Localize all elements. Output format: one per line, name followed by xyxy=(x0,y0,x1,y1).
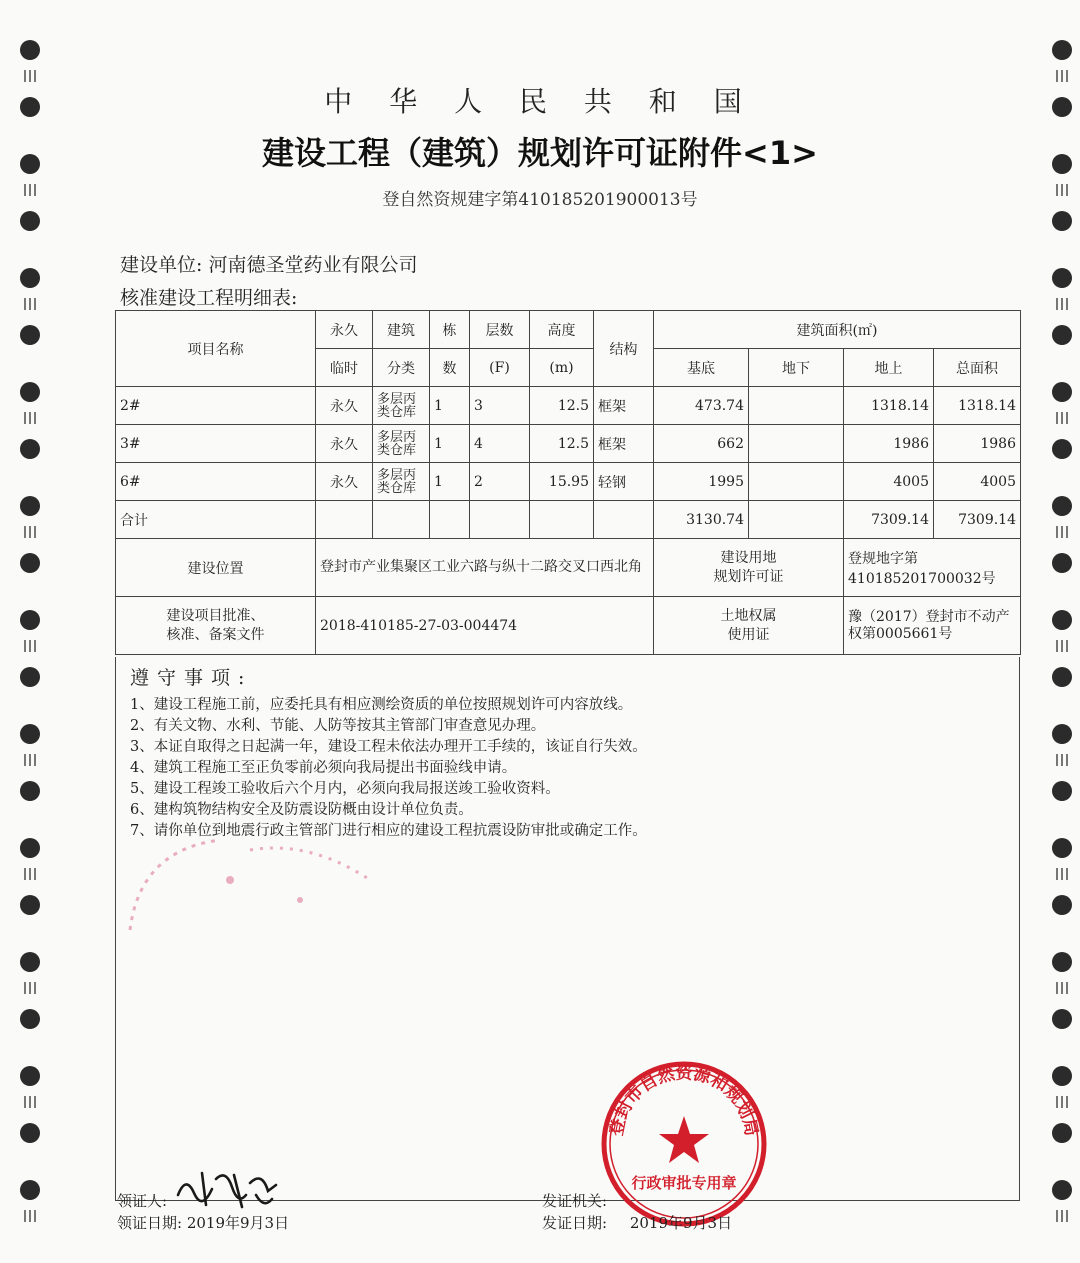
seal-subtext: 行政审批专用章 xyxy=(631,1174,737,1192)
right-perforation-strip xyxy=(1052,40,1076,1240)
row-category: 多层丙类仓库 xyxy=(373,425,430,463)
perforation-mark xyxy=(1056,982,1058,994)
approval-value: 2018-410185-27-03-004474 xyxy=(316,597,654,655)
row-underground xyxy=(749,387,844,425)
table-row xyxy=(116,387,1021,425)
perforation-mark xyxy=(1066,868,1068,880)
receiver-label: 领证人: xyxy=(117,1192,168,1210)
row-base: 1995 xyxy=(654,463,749,501)
perforation-mark xyxy=(34,412,36,424)
table-header-row-1 xyxy=(116,311,1021,349)
note-item-6: 6、建构筑物结构安全及防震设防概由设计单位负责。 xyxy=(130,802,473,818)
sum-label: 合计 xyxy=(116,501,316,539)
land-right-label-line1: 土地权属 xyxy=(720,607,777,624)
land-right-label-line2: 使用证 xyxy=(727,626,770,643)
table-row xyxy=(116,463,1021,501)
perforation-hole xyxy=(1052,895,1072,915)
perforation-hole xyxy=(1052,781,1072,801)
row-height: 12.5 xyxy=(530,387,594,425)
perforation-mark xyxy=(34,640,36,652)
row-total: 1318.14 xyxy=(934,387,1021,425)
perforation-mark xyxy=(1056,526,1058,538)
perforation-mark xyxy=(29,1210,31,1222)
perforation-hole xyxy=(1052,268,1072,288)
header-area: 建筑面积(㎡) xyxy=(654,311,1021,349)
faded-stamp-impression xyxy=(110,820,390,940)
perforation-hole xyxy=(20,895,40,915)
row-height: 15.95 xyxy=(530,463,594,501)
perforation-hole xyxy=(1052,553,1072,573)
note-item-2: 2、有关文物、水利、节能、人防等按其主管部门审查意见办理。 xyxy=(130,718,546,734)
location-value: 登封市产业集聚区工业六路与纵十二路交叉口西北角 xyxy=(316,539,654,597)
approval-label xyxy=(116,597,316,655)
seal-star-icon xyxy=(659,1116,709,1163)
perforation-mark xyxy=(24,412,26,424)
sum-row xyxy=(116,501,1021,539)
perforation-mark xyxy=(34,1210,36,1222)
row-name: 6# xyxy=(116,463,316,501)
perforation-hole xyxy=(20,325,40,345)
perforation-mark xyxy=(1066,1210,1068,1222)
perforation-hole xyxy=(1052,667,1072,687)
perforation-mark xyxy=(29,526,31,538)
sum-aboveground: 7309.14 xyxy=(844,501,934,539)
perforation-hole xyxy=(20,1123,40,1143)
land-right-value: 豫（2017）登封市不动产权第0005661号 xyxy=(844,597,1021,655)
perforation-mark xyxy=(24,982,26,994)
perforation-mark xyxy=(29,868,31,880)
perforation-mark xyxy=(1061,640,1063,652)
receive-date-label: 领证日期: xyxy=(117,1214,183,1232)
perforation-hole xyxy=(1052,382,1072,402)
row-floors: 2 xyxy=(470,463,530,501)
header-permanent: 永久 xyxy=(316,311,373,349)
land-right-label xyxy=(654,597,844,655)
perforation-mark xyxy=(34,1096,36,1108)
row-aboveground: 4005 xyxy=(844,463,934,501)
row-permanence: 永久 xyxy=(316,387,373,425)
perforation-mark xyxy=(24,1096,26,1108)
row-name: 2# xyxy=(116,387,316,425)
header-project-name: 项目名称 xyxy=(116,311,316,387)
row-total: 1986 xyxy=(934,425,1021,463)
approval-label-line1: 建设项目批准、 xyxy=(166,607,265,624)
row-category: 多层丙类仓库 xyxy=(373,463,430,501)
left-perforation-strip xyxy=(20,40,44,1240)
header-count-unit: 数 xyxy=(430,349,470,387)
header-structure: 结构 xyxy=(594,311,654,387)
note-item-4: 4、建筑工程施工至正负零前必须向我局提出书面验线申请。 xyxy=(130,760,517,776)
perforation-hole xyxy=(1052,1009,1072,1029)
row-height: 12.5 xyxy=(530,425,594,463)
empty-cell xyxy=(316,501,373,539)
perforation-hole xyxy=(20,610,40,630)
perforation-mark xyxy=(1066,298,1068,310)
perforation-mark xyxy=(24,526,26,538)
row-floors: 4 xyxy=(470,425,530,463)
perforation-hole xyxy=(20,40,40,60)
perforation-hole xyxy=(1052,325,1072,345)
perforation-hole xyxy=(1052,439,1072,459)
empty-cell xyxy=(373,501,430,539)
note-item-3: 3、本证自取得之日起满一年，建设工程未依法办理开工手续的，该证自行失效。 xyxy=(130,739,647,755)
note-item-1: 1、建设工程施工前，应委托具有相应测绘资质的单位按照规划许可内容放线。 xyxy=(130,697,633,713)
row-category: 多层丙类仓库 xyxy=(373,387,430,425)
perforation-hole xyxy=(20,553,40,573)
perforation-mark xyxy=(1066,412,1068,424)
header-classification: 分类 xyxy=(373,349,430,387)
perforation-mark xyxy=(1061,412,1063,424)
issuer-label: 发证机关: xyxy=(542,1192,608,1210)
perforation-hole xyxy=(20,781,40,801)
perforation-mark xyxy=(29,754,31,766)
perforation-mark xyxy=(1056,412,1058,424)
notes-title: 遵守事项: xyxy=(130,667,253,689)
perforation-mark xyxy=(34,298,36,310)
header-category: 建筑 xyxy=(373,311,430,349)
empty-cell xyxy=(430,501,470,539)
empty-cell xyxy=(594,501,654,539)
perforation-mark xyxy=(1056,298,1058,310)
perforation-mark xyxy=(34,982,36,994)
detail-table-title: 核准建设工程明细表: xyxy=(120,287,298,309)
perforation-hole xyxy=(1052,1123,1072,1143)
empty-cell xyxy=(530,501,594,539)
unit-label: 建设单位: xyxy=(120,254,203,276)
header-base-area: 基底 xyxy=(654,349,749,387)
perforation-mark xyxy=(34,526,36,538)
perforation-mark xyxy=(1056,754,1058,766)
row-base: 473.74 xyxy=(654,387,749,425)
row-structure: 框架 xyxy=(594,425,654,463)
perforation-hole xyxy=(1052,1180,1072,1200)
perforation-mark xyxy=(29,1096,31,1108)
project-detail-table xyxy=(115,310,1021,655)
receive-date-value: 2019年9月3日 xyxy=(186,1214,290,1232)
row-count: 1 xyxy=(430,425,470,463)
perforation-hole xyxy=(1052,211,1072,231)
perforation-mark xyxy=(29,298,31,310)
country-heading: 中 华 人 民 共 和 国 xyxy=(324,85,756,118)
perforation-hole xyxy=(1052,496,1072,516)
permit-number: 登自然资规建字第410185201900013号 xyxy=(382,190,698,210)
perforation-mark xyxy=(1066,982,1068,994)
perforation-mark xyxy=(34,868,36,880)
empty-cell xyxy=(749,501,844,539)
approval-label-line2: 核准、备案文件 xyxy=(166,626,265,643)
perforation-hole xyxy=(1052,838,1072,858)
perforation-mark xyxy=(1061,754,1063,766)
perforation-hole xyxy=(20,211,40,231)
header-floors: 层数 xyxy=(470,311,530,349)
row-count: 1 xyxy=(430,463,470,501)
perforation-mark xyxy=(24,754,26,766)
perforation-hole xyxy=(20,952,40,972)
row-name: 3# xyxy=(116,425,316,463)
empty-cell xyxy=(470,501,530,539)
header-count: 栋 xyxy=(430,311,470,349)
approval-row xyxy=(116,597,1021,655)
land-plan-label-line1: 建设用地 xyxy=(720,549,777,566)
perforation-mark xyxy=(24,868,26,880)
row-permanence: 永久 xyxy=(316,425,373,463)
header-aboveground-area: 地上 xyxy=(844,349,934,387)
official-seal xyxy=(600,1060,768,1228)
perforation-mark xyxy=(24,1210,26,1222)
perforation-hole xyxy=(20,439,40,459)
perforation-mark xyxy=(1061,1210,1063,1222)
land-plan-value: 登规地字第410185201700032号 xyxy=(844,539,1021,597)
row-base: 662 xyxy=(654,425,749,463)
perforation-mark xyxy=(1061,982,1063,994)
perforation-mark xyxy=(1056,868,1058,880)
perforation-hole xyxy=(20,268,40,288)
seal-arc-text: 登封市自然资源和规划局 xyxy=(606,1063,762,1138)
header-temporary: 临时 xyxy=(316,349,373,387)
note-item-5: 5、建设工程竣工验收后六个月内，必须向我局报送竣工验收资料。 xyxy=(130,781,560,797)
perforation-mark xyxy=(1061,526,1063,538)
header-total-area: 总面积 xyxy=(934,349,1021,387)
perforation-mark xyxy=(34,754,36,766)
row-aboveground: 1986 xyxy=(844,425,934,463)
sum-total: 7309.14 xyxy=(934,501,1021,539)
perforation-mark xyxy=(1066,640,1068,652)
perforation-mark xyxy=(24,640,26,652)
header-height: 高度 xyxy=(530,311,594,349)
perforation-mark xyxy=(29,982,31,994)
perforation-hole xyxy=(1052,610,1072,630)
perforation-hole xyxy=(20,496,40,516)
row-structure: 框架 xyxy=(594,387,654,425)
issue-date xyxy=(542,1212,732,1233)
row-underground xyxy=(749,463,844,501)
row-floors: 3 xyxy=(470,387,530,425)
table-row xyxy=(116,425,1021,463)
perforation-hole xyxy=(20,382,40,402)
perforation-hole xyxy=(1052,952,1072,972)
perforation-mark xyxy=(1066,526,1068,538)
row-structure: 轻钢 xyxy=(594,463,654,501)
receive-date xyxy=(117,1212,289,1233)
perforation-hole xyxy=(20,1180,40,1200)
sum-base: 3130.74 xyxy=(654,501,749,539)
handwritten-signature xyxy=(172,1165,282,1213)
land-plan-label xyxy=(654,539,844,597)
perforation-mark xyxy=(1061,1096,1063,1108)
perforation-hole xyxy=(20,1009,40,1029)
header-floors-unit: (F) xyxy=(470,349,530,387)
perforation-mark xyxy=(24,298,26,310)
row-aboveground: 1318.14 xyxy=(844,387,934,425)
perforation-hole xyxy=(1052,724,1072,744)
location-label: 建设位置 xyxy=(116,539,316,597)
perforation-hole xyxy=(20,1066,40,1086)
row-permanence: 永久 xyxy=(316,463,373,501)
row-total: 4005 xyxy=(934,463,1021,501)
perforation-mark xyxy=(1056,640,1058,652)
perforation-mark xyxy=(1056,1210,1058,1222)
header-underground-area: 地下 xyxy=(749,349,844,387)
perforation-hole xyxy=(20,667,40,687)
header-height-unit: (m) xyxy=(530,349,594,387)
perforation-hole xyxy=(1052,1066,1072,1086)
issue-date-label: 发证日期: xyxy=(542,1214,608,1232)
perforation-mark xyxy=(29,412,31,424)
perforation-mark xyxy=(1066,754,1068,766)
perforation-hole xyxy=(20,724,40,744)
document-title: 建设工程（建筑）规划许可证附件<1> xyxy=(262,134,818,172)
perforation-mark xyxy=(1061,298,1063,310)
perforation-mark xyxy=(1061,868,1063,880)
row-underground xyxy=(749,425,844,463)
note-item-7: 7、请你单位到地震行政主管部门进行相应的建设工程抗震设防审批或确定工作。 xyxy=(130,823,647,839)
unit-value: 河南德圣堂药业有限公司 xyxy=(208,254,418,276)
issue-date-value: 2019年9月3日 xyxy=(629,1214,733,1232)
perforation-hole xyxy=(1052,40,1072,60)
location-row xyxy=(116,539,1021,597)
perforation-mark xyxy=(1056,1096,1058,1108)
perforation-hole xyxy=(20,838,40,858)
perforation-mark xyxy=(1066,1096,1068,1108)
row-count: 1 xyxy=(430,387,470,425)
perforation-mark xyxy=(29,640,31,652)
land-plan-label-line2: 规划许可证 xyxy=(713,568,784,585)
construction-unit xyxy=(120,250,417,277)
